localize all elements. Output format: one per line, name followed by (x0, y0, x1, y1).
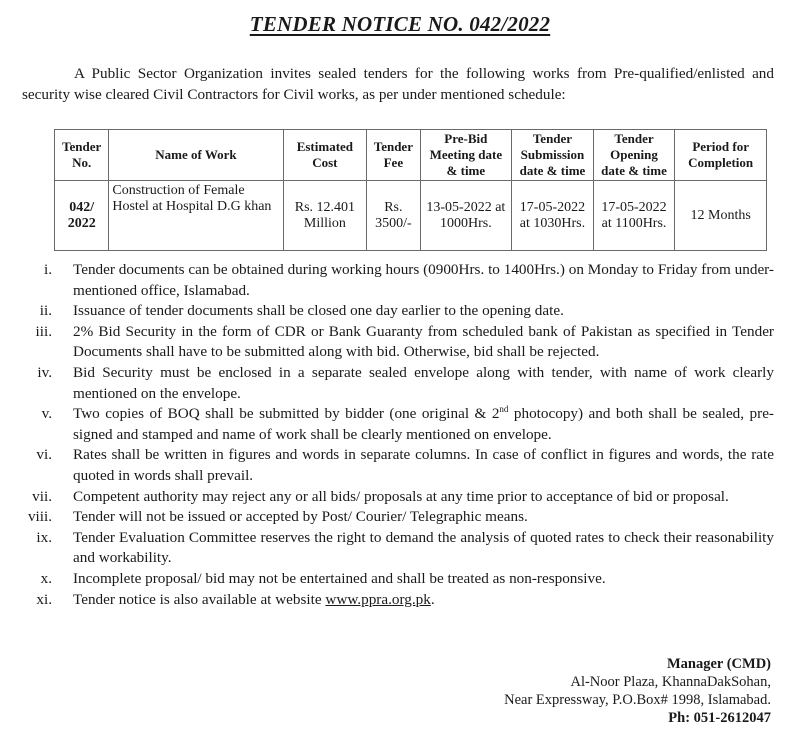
header-pre-bid-meeting: Pre-Bid Meeting date & time (420, 130, 512, 181)
cell-estimated-cost: Rs. 12.401 Million (283, 181, 367, 251)
list-item (18, 363, 774, 404)
contact-address-line1: Al-Noor Plaza, KhannaDakSohan, (570, 674, 771, 690)
cell-submission: 17-05-2022 at 1030Hrs. (512, 181, 594, 251)
header-tender-fee: Tender Fee (367, 130, 420, 181)
item-number: x. (40, 569, 52, 587)
notice-title-text: TENDER NOTICE NO. 042/2022 (249, 12, 551, 36)
list-item (18, 507, 774, 528)
item-number: iv. (37, 363, 52, 381)
item-number: vi. (36, 446, 52, 464)
cell-pre-bid: 13-05-2022 at 1000Hrs. (420, 181, 512, 251)
header-opening: Tender Opening date & time (593, 130, 675, 181)
item-number: iii. (35, 322, 52, 340)
list-item (18, 487, 774, 508)
item-text: Incomplete proposal/ bid may not be entertained and shall be treated as non-responsive. (73, 569, 606, 587)
list-item (18, 445, 774, 486)
superscript-nd: nd (499, 404, 509, 415)
item-text-after: . (430, 590, 435, 608)
list-item (18, 569, 774, 590)
item-number: vii. (32, 487, 52, 505)
ppra-website-link[interactable]: www.ppra.org.pk (325, 590, 431, 608)
item-number: xi. (36, 590, 52, 608)
header-submission: Tender Submission date & time (512, 130, 594, 181)
contact-address-line2: Near Expressway, P.O.Box# 1998, Islamabad. (504, 692, 771, 708)
terms-list (18, 260, 774, 610)
table-row (55, 181, 767, 251)
item-text-after: photocopy) and both shall be sealed, pre-signed and stamped and name of work shall be clearly mentioned on envelope. (73, 405, 774, 443)
item-text: Tender documents can be obtained during working hours (0900Hrs. to 1400Hrs.) on Monday to Friday from under- mentioned office, Islamabad. (73, 261, 774, 299)
cell-name-of-work: Construction of Female Hostel at Hospital D.G khan (109, 181, 283, 251)
notice-title (0, 12, 800, 37)
cell-tender-fee: Rs. 3500/- (367, 181, 420, 251)
cell-period: 12 Months (675, 181, 767, 251)
item-number: ii. (39, 302, 52, 320)
item-text: 2% Bid Security in the form of CDR or Bank Guaranty from scheduled bank of Pakistan as specified in Tender Documents shall have to be submitted along with bid. Otherwise, bid shall be rejected. (73, 322, 774, 361)
contact-phone: Ph: 051-2612047 (668, 710, 771, 726)
item-number: v. (41, 405, 52, 423)
item-number: ix. (36, 528, 52, 546)
item-text: Issuance of tender documents shall be closed one day earlier to the opening date. (73, 302, 564, 320)
item-text: Competent authority may reject any or all bids/ proposals at any time prior to acceptance of bid or proposal. (73, 487, 729, 505)
table-header-row (55, 130, 767, 181)
list-item (18, 322, 774, 363)
item-text-before: Two copies of BOQ shall be submitted by bidder (one original & 2 (73, 405, 500, 423)
header-estimated-cost: Estimated Cost (283, 130, 367, 181)
list-item (18, 260, 774, 301)
item-text (73, 405, 774, 443)
cell-tender-no: 042/ 2022 (55, 181, 109, 251)
list-item (18, 404, 774, 445)
contact-block (504, 655, 771, 727)
list-item (18, 590, 774, 611)
item-number: i. (43, 261, 52, 278)
tender-schedule-table (54, 129, 767, 251)
header-tender-no: Tender No. (55, 130, 109, 181)
list-item (18, 301, 774, 322)
item-text: Rates shall be written in figures and words in separate columns. In case of conflict in figures and words, the rate quoted in words shall prevail. (73, 446, 774, 484)
item-text (73, 591, 435, 608)
item-text: Bid Security must be enclosed in a separate sealed envelope along with tender, with name of work clearly mentioned on the envelope. (73, 363, 774, 402)
list-item (18, 528, 774, 569)
header-name-of-work: Name of Work (109, 130, 283, 181)
item-text: Tender will not be issued or accepted by Post/ Courier/ Telegraphic means. (73, 508, 528, 526)
item-number: viii. (27, 508, 52, 526)
intro-paragraph: A Public Sector Organization invites sealed tenders for the following works from Pre-qualified/enlisted and security wise cleared Civil Contractors for Civil works, as per under mentioned schedule: (22, 65, 774, 103)
contact-designation: Manager (CMD) (666, 656, 771, 672)
item-text-before: Tender notice is also available at website (73, 590, 326, 608)
cell-opening: 17-05-2022 at 1100Hrs. (593, 181, 675, 251)
header-period: Period for Completion (675, 130, 767, 181)
item-text: Tender Evaluation Committee reserves the right to demand the analysis of quoted rates to check their reasonability and workability. (73, 528, 774, 567)
